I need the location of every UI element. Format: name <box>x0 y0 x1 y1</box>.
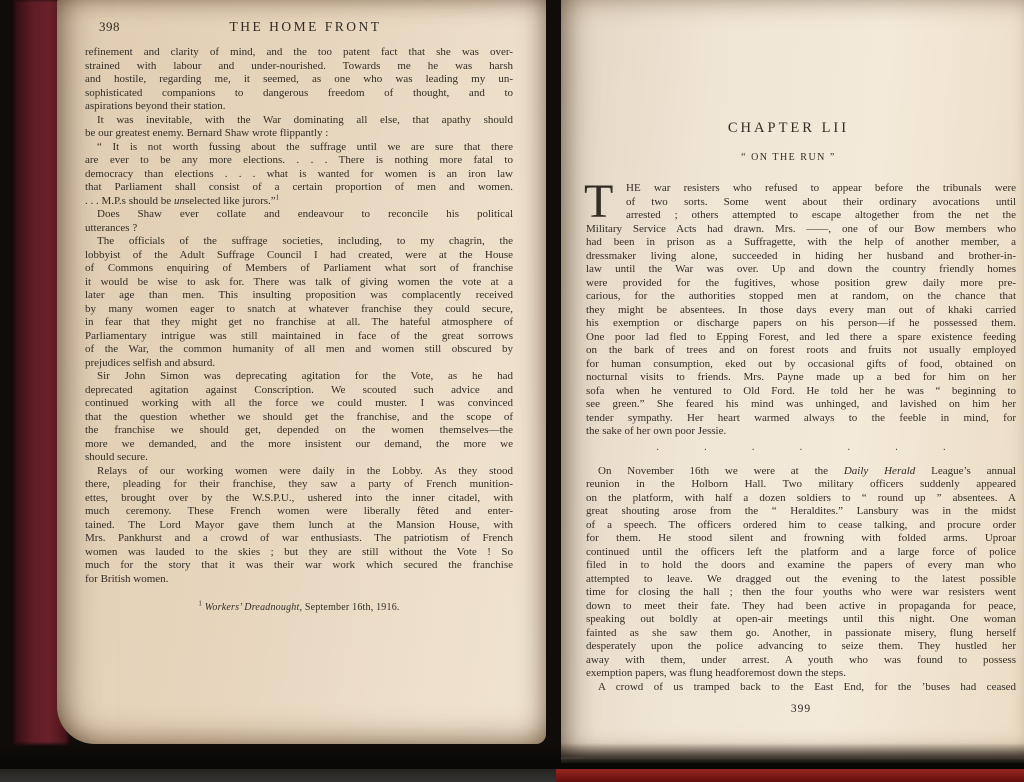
text-line: for human consumption, eked out by occasional gifts of food, obtained on <box>586 357 1016 370</box>
text-line: utterances ? <box>85 221 138 234</box>
paragraph <box>85 46 513 114</box>
text-line: they might be absentees. In those days every man out of khaki carried <box>586 303 1016 316</box>
text-line: time for closing the hall ; then the four youths who were war resisters went <box>586 586 1016 598</box>
text-line: sophisticated companions to dangerous freedom of thought, and to <box>85 86 513 99</box>
text-line: strained with labour and under-nourished. Towards me he was harsh <box>85 59 513 72</box>
text-line: of a speech. The officers ordered him to cease talking, and procure order <box>586 518 1016 531</box>
text-line: Military Service Acts had drawn. Mrs. ——, one of our Bow members who <box>586 222 1016 235</box>
text-line: . . . M.P.s should be unselected like jurors.”$^1$ <box>85 192 280 207</box>
text-line: for them. He stood silent and frowning with folded arms. Uproar <box>586 532 1016 544</box>
text-line: democracy than elections . . . what is wanted for women is an iron law <box>85 167 513 180</box>
text-line: aspirations beyond their station. <box>85 100 226 112</box>
text-line: much for the story that it was their war work which secured the franchise <box>85 559 513 571</box>
right-page-number: 399 <box>790 703 812 715</box>
separator-dot: · <box>847 444 851 456</box>
paragraph <box>85 465 513 587</box>
text-line: and hostile, regarding me, it seemed, as one who was leading my un- <box>85 73 513 85</box>
text-line: great shouting arose from the “ Heraldites.” Lansbury was in the midst <box>586 505 1016 517</box>
text-line: speaking out boldly at open-air meetings until this night. One woman <box>586 613 1016 625</box>
left-page-header <box>99 19 512 37</box>
drop-cap-letter: T <box>584 175 614 228</box>
text-line: see green.” She feared his mind was unhinged, and lavished on him her <box>586 398 1016 410</box>
text-line: of the War, the common humanity of all men and women still obscured by <box>85 343 513 355</box>
text-line: One poor lad fled to Epping Forest, and led there a spare existence feeding <box>586 330 1016 343</box>
text-line: Mrs. Pankhurst and a crowd of war enthusiasts. The patriotism of French <box>85 532 513 544</box>
text-line: “ It is not worth fussing about the suffrage until we are sure that there <box>97 140 513 153</box>
separator-dot: · <box>703 444 708 456</box>
text-line: On November 16th we were at the Daily Herald League’s annual <box>598 464 1016 477</box>
text-line: be our greatest enemy. Bernard Shaw wrote flippantly : <box>85 127 329 139</box>
separator-dot: · <box>751 444 755 456</box>
text-line: HE war resisters who refused to appear before the tribunals were <box>626 182 1016 194</box>
text-line: tender sympathy. Her heart warmed always to the feeble in mind, for <box>586 411 1016 424</box>
text-line: reunion in the Holborn Hall. Two military officers suddenly appeared <box>586 478 1016 490</box>
text-line: continued working with all the force we could muster. I was convinced <box>85 397 513 409</box>
text-line: attempted to leave. We dragged out the evening to the latest possible <box>586 572 1016 585</box>
text-line: ettes, brought over by the W.S.P.U., ushered into the inner citadel, with <box>85 491 513 504</box>
chapter-subtitle: “ ON THE RUN ” <box>741 152 836 163</box>
text-line: sofa when he ventured to Old Ford. He told her he was “ beginning to <box>586 384 1016 397</box>
book-cover-bottom-edge <box>556 769 1024 782</box>
text-line: dressmaker living alone, succeeded in hiding her husband and brother-in- <box>586 249 1016 262</box>
text-line: Relays of our working women were daily in the Lobby. As they stood <box>97 464 513 477</box>
text-line: Does Shaw ever collate and endeavour to reconcile his political <box>97 208 513 220</box>
text-line: tained. The Lord Mayor gave them lunch at the Mansion House, with <box>85 518 513 531</box>
left-page <box>57 0 546 744</box>
text-line: filed in to hold the doors and examine the papers of every man who <box>586 559 1016 571</box>
text-line: It was inevitable, with the War dominating all else, that apathy should <box>97 113 513 126</box>
text-line: much ceremony. These French women were liberally fêted and enter- <box>85 505 513 517</box>
text-line: A crowd of us tramped back to the East End, for the ’buses had ceased <box>598 680 1016 693</box>
text-line: on the bark of trees and on forest roots and fruits not usually employed <box>586 344 1016 356</box>
text-line: later age than men. This insulting proposition was complacently received <box>85 289 513 301</box>
text-line: refinement and clarity of mind, and the too patent fact that she was over- <box>85 46 513 58</box>
separator-dot: · <box>656 444 660 456</box>
separator-dot: · <box>942 444 946 456</box>
paragraph <box>85 141 513 209</box>
text-line: had been in prison as a Suffragette, with the help of another member, a <box>586 236 1016 248</box>
text-line: the sake of her own poor Jessie. <box>586 425 727 437</box>
text-line: down to meet their fate. They had been active in propaganda for peace, <box>586 599 1016 612</box>
text-line: the franchise we should get, depended on the women themselves—the <box>85 424 513 436</box>
paragraph <box>85 235 513 370</box>
text-line: for British women. <box>85 572 169 585</box>
text-line: prejudices selfish and absurd. <box>85 356 216 369</box>
footnote: $^1$ Workers’ Dreadnought, September 16th, 1916. <box>198 599 400 613</box>
text-line: it would be wise to ask for. There was talk of giving women the vote at a <box>85 275 513 288</box>
text-line: fainted as she saw them go. Another, in passionate misery, flung herself <box>586 626 1016 639</box>
text-line: that the question whether we should get the franchise, and the scope of <box>85 410 513 423</box>
left-page-number: 398 <box>99 19 120 34</box>
text-line: women was lauded to the skies ; but they are still without the Vote ! So <box>85 545 513 558</box>
text-line: lobbyist of the Adult Suffrage Council I had created, were at the House <box>85 248 513 261</box>
text-line: away with them, under arrest. A youth who was found to possess <box>586 653 1016 666</box>
paragraph <box>586 681 1016 695</box>
text-line: arrested ; others attempted to escape altogether from the net the <box>626 209 1016 221</box>
right-page <box>561 0 1024 757</box>
text-line: more we demanded, and the more insistent our demand, the more we <box>85 437 513 450</box>
section-separator-dots <box>656 446 946 456</box>
text-line: continued until the officers left the platform and a large force of police <box>586 545 1016 558</box>
text-line: Sir John Simon was deprecating agitation for the Vote, as he had <box>97 370 513 382</box>
text-line: were provided for the fugitives, whose position grew daily more pre- <box>586 276 1016 289</box>
text-line: on the platform, with half a dozen soldiers to “ round up ” absentees. A <box>586 491 1016 504</box>
paragraph <box>85 370 513 465</box>
text-line: carious, for the authorities stopped men at random, on the chance that <box>586 290 1016 302</box>
text-line: by many women eager to snatch at whatever franchise they could secure, <box>85 302 513 315</box>
paragraph <box>85 114 513 141</box>
text-line: are ever to be any more elections. . . . There is nothing more fatal to <box>85 154 513 166</box>
text-line: of two sorts. Some went about their ordinary avocations until <box>626 195 1016 208</box>
text-line: that Parliament shall consist of a certain proportion of men and women. <box>85 181 513 193</box>
text-line: deprecated agitation against Conscription. We scouted such advice and <box>85 383 513 396</box>
paragraph <box>584 175 1016 439</box>
left-page-body-text <box>85 46 513 615</box>
right-page-body-text <box>584 175 1016 694</box>
separator-dot: · <box>799 444 803 456</box>
running-title: THE HOME FRONT <box>229 19 382 34</box>
chapter-heading: CHAPTER LII <box>727 120 850 136</box>
text-line: his exemption or discharge papers on his person—if he possessed them. <box>586 317 1016 329</box>
text-line: Parliamentary intrigue was still maintained in face of the great sorrows <box>85 329 513 342</box>
text-line: should secure. <box>85 451 148 463</box>
text-line: law until the War was over. Up and down the country friendly homes <box>586 263 1016 275</box>
text-line: there, pleading for their franchise, they saw a party of French munition- <box>85 478 513 490</box>
text-line: The officials of the suffrage societies, including, to my chagrin, the <box>97 235 513 247</box>
text-line: in fear that they might get no franchise at all. The hateful atmosphere of <box>85 316 513 328</box>
paragraph <box>586 465 1016 681</box>
text-line: nocturnal visits to friends. Mrs. Payne made up a bed for him on her <box>586 371 1016 383</box>
text-line: exemption papers, was flung headforemost down the steps. <box>586 667 846 679</box>
paragraph <box>85 208 513 235</box>
separator-dot: · <box>894 444 899 456</box>
text-line: desperately upon the police advancing to seize them. They hustled her <box>586 640 1016 652</box>
text-line: of Commons enquiring of Members of Parliament what sort of franchise <box>85 262 513 274</box>
